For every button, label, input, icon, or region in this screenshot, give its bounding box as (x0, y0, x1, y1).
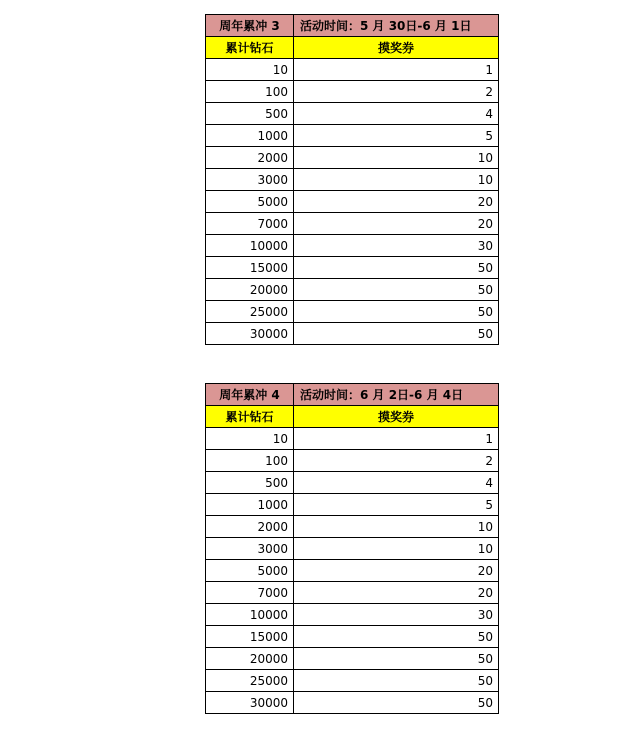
event-table-body (206, 15, 499, 345)
table-row (206, 648, 499, 670)
diamonds-cell: 30000 (206, 692, 294, 714)
tickets-cell: 50 (294, 648, 499, 670)
tickets-cell: 10 (294, 516, 499, 538)
tickets-cell: 20 (294, 191, 499, 213)
tickets-cell: 1 (294, 428, 499, 450)
diamonds-cell: 2000 (206, 147, 294, 169)
event-period-cell: 活动时间：6 月 2日-6 月 4日 (294, 384, 499, 406)
tickets-column-header: 摸奖券 (294, 406, 499, 428)
tickets-cell: 50 (294, 301, 499, 323)
diamonds-cell: 10000 (206, 604, 294, 626)
tickets-cell: 50 (294, 692, 499, 714)
table-row (206, 279, 499, 301)
diamonds-cell: 15000 (206, 257, 294, 279)
diamonds-cell: 10000 (206, 235, 294, 257)
event-table-1 (205, 14, 499, 345)
diamonds-cell: 7000 (206, 213, 294, 235)
diamonds-cell: 25000 (206, 670, 294, 692)
tickets-cell: 50 (294, 279, 499, 301)
diamonds-column-header: 累计钻石 (206, 37, 294, 59)
diamonds-cell: 5000 (206, 560, 294, 582)
diamonds-cell: 25000 (206, 301, 294, 323)
table-row (206, 81, 499, 103)
tickets-cell: 50 (294, 626, 499, 648)
table-row (206, 626, 499, 648)
table-row (206, 450, 499, 472)
table-row (206, 494, 499, 516)
diamonds-cell: 1000 (206, 125, 294, 147)
tickets-cell: 30 (294, 604, 499, 626)
tickets-cell: 4 (294, 472, 499, 494)
event-table-2 (205, 383, 499, 714)
table-row (206, 301, 499, 323)
event-period-cell: 活动时间：5 月 30日-6 月 1日 (294, 15, 499, 37)
table-row (206, 582, 499, 604)
table-row (206, 323, 499, 345)
table-row (206, 213, 499, 235)
table-row (206, 257, 499, 279)
tickets-cell: 5 (294, 125, 499, 147)
tickets-cell: 20 (294, 213, 499, 235)
diamonds-cell: 100 (206, 450, 294, 472)
table-row (206, 538, 499, 560)
column-header-row (206, 406, 499, 428)
table-row (206, 103, 499, 125)
diamonds-cell: 30000 (206, 323, 294, 345)
table-row (206, 59, 499, 81)
table-row (206, 191, 499, 213)
table-row (206, 147, 499, 169)
table-row (206, 560, 499, 582)
table-row (206, 516, 499, 538)
diamonds-cell: 3000 (206, 538, 294, 560)
tickets-cell: 4 (294, 103, 499, 125)
diamonds-cell: 1000 (206, 494, 294, 516)
diamonds-cell: 15000 (206, 626, 294, 648)
column-header-row (206, 37, 499, 59)
diamonds-cell: 3000 (206, 169, 294, 191)
diamonds-cell: 10 (206, 59, 294, 81)
tickets-cell: 2 (294, 450, 499, 472)
tickets-cell: 50 (294, 670, 499, 692)
table-row (206, 169, 499, 191)
tickets-cell: 10 (294, 538, 499, 560)
tickets-cell: 10 (294, 169, 499, 191)
tickets-cell: 10 (294, 147, 499, 169)
tickets-cell: 1 (294, 59, 499, 81)
diamonds-cell: 100 (206, 81, 294, 103)
tickets-cell: 5 (294, 494, 499, 516)
tickets-cell: 50 (294, 323, 499, 345)
tickets-cell: 30 (294, 235, 499, 257)
diamonds-column-header: 累计钻石 (206, 406, 294, 428)
diamonds-cell: 10 (206, 428, 294, 450)
tickets-cell: 50 (294, 257, 499, 279)
diamonds-cell: 5000 (206, 191, 294, 213)
table-title-row (206, 15, 499, 37)
table-row (206, 472, 499, 494)
table-row (206, 692, 499, 714)
diamonds-cell: 20000 (206, 279, 294, 301)
event-table-body (206, 384, 499, 714)
table-row (206, 428, 499, 450)
diamonds-cell: 500 (206, 103, 294, 125)
table-row (206, 670, 499, 692)
tickets-column-header: 摸奖券 (294, 37, 499, 59)
table-title-row (206, 384, 499, 406)
tickets-cell: 20 (294, 560, 499, 582)
diamonds-cell: 20000 (206, 648, 294, 670)
event-name-cell: 周年累冲 3 (206, 15, 294, 37)
tickets-cell: 20 (294, 582, 499, 604)
diamonds-cell: 2000 (206, 516, 294, 538)
diamonds-cell: 7000 (206, 582, 294, 604)
table-row (206, 235, 499, 257)
event-name-cell: 周年累冲 4 (206, 384, 294, 406)
table-row (206, 604, 499, 626)
tickets-cell: 2 (294, 81, 499, 103)
table-row (206, 125, 499, 147)
diamonds-cell: 500 (206, 472, 294, 494)
